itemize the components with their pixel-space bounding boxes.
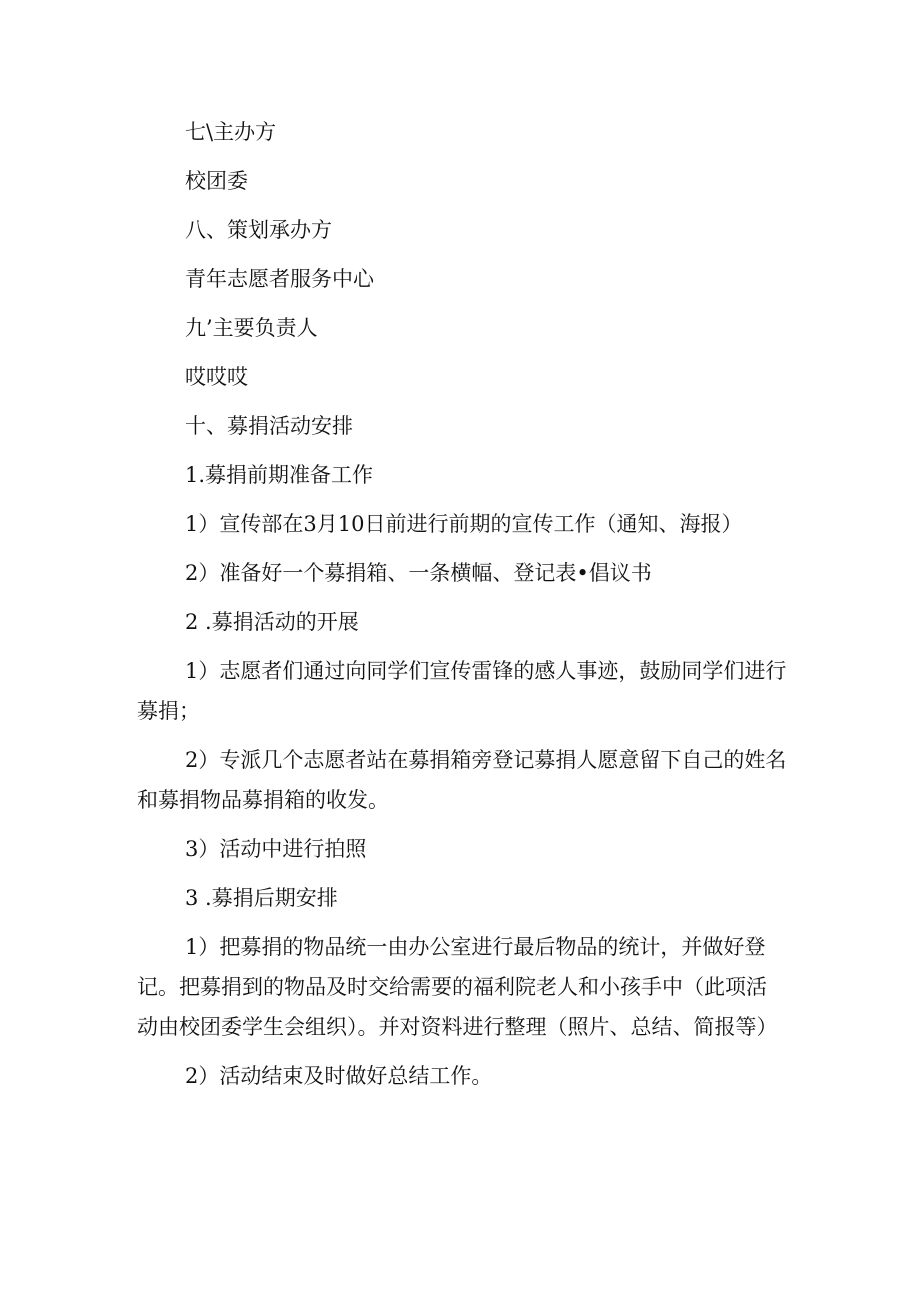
heading-planner: 八、策划承办方: [185, 218, 332, 242]
paragraph-statistics: 1）把募捐的物品统一由办公室进行最后物品的统计，并做好登记。把募捐到的物品及时交给需要的福利院老人和小孩手中（此项活动由校团委学生会组织）。并对资料进行整理（照片、总结、简报等）: [137, 935, 778, 1039]
subheading-activity: 2 .募捐活动的开展: [185, 610, 359, 634]
item-publicity: 1）宣传部在3月10日前进行前期的宣传工作（通知、海报）: [185, 512, 743, 536]
person-in-charge-name: 哎哎哎: [185, 365, 248, 389]
subheading-post-arrangement: 3 .募捐后期安排: [185, 886, 338, 910]
subheading-preparation: 1.募捐前期准备工作: [185, 463, 374, 487]
item-summary: 2）活动结束及时做好总结工作。: [185, 1064, 493, 1088]
heading-person-in-charge: 九’主要负责人: [185, 316, 318, 340]
planner-name: 青年志愿者服务中心: [185, 267, 374, 291]
heading-activity-arrangement: 十、募捐活动安排: [185, 414, 353, 438]
item-materials: 2）准备好一个募捐箱、一条横幅、登记表•倡议书: [185, 561, 652, 585]
paragraph-volunteer-publicity: 1）志愿者们通过向同学们宣传雷锋的感人事迹，鼓励同学们进行募捐；: [137, 659, 787, 723]
document-body: [137, 112, 787, 1105]
heading-organizer: 七\主办方: [185, 120, 277, 144]
organizer-name: 校团委: [185, 169, 248, 193]
item-photography: 3）活动中进行拍照: [185, 837, 367, 861]
paragraph-volunteer-registration: 2）专派几个志愿者站在募捐箱旁登记募捐人愿意留下自己的姓名和募捐物品募捐箱的收发。: [137, 748, 787, 812]
